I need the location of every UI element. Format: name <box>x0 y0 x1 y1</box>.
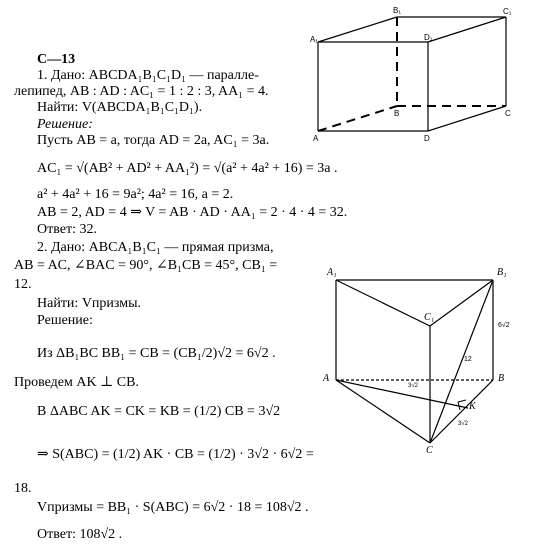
p1-given-line2: лепипед, AB : AD : AC₁ = 1 : 2 : 3, AA₁ = 4. <box>14 84 269 99</box>
p1-line-vol: AB = 2, AD = 4 ⇒ V = AB · AD · AA₁ = 2 · 4 · 4 = 32. <box>37 205 348 220</box>
fig2-label-a1: A₁ <box>327 267 337 278</box>
fig1-label-c: C <box>505 109 511 118</box>
p2-find: Найти: Vпризмы. <box>37 296 142 311</box>
p2-line-s: ⇒ S(ABC) = (1/2) AK · CB = (1/2) · 3√2 · 6√2 = <box>37 447 314 462</box>
p2-given-line2: AB = AC, ∠BAC = 90°, ∠B₁CB = 45°, CB₁ = <box>14 258 278 273</box>
p1-answer: Ответ: 32. <box>37 222 97 237</box>
fig1-label-d: D <box>424 134 430 143</box>
fig2-label-b1: B₁ <box>497 267 507 278</box>
p2-line-from: Из ΔB₁BC BB₁ = CB = (CB₁/2)√2 = 6√2 . <box>37 346 276 361</box>
p1-line-ac1: AC₁ = √(AB² + AD² + AA₁²) = √(a² + 4a² + 16) = 3a . <box>37 161 338 176</box>
fig2-label-c1: C₁ <box>424 312 435 323</box>
p2-line-draw: Проведем AK ⊥ CB. <box>14 375 139 390</box>
fig2-label-c: C <box>426 445 433 456</box>
fig2-label-a: A <box>323 373 330 384</box>
p2-given-line3: 12. <box>14 277 32 292</box>
fig1-label-b: B <box>394 109 400 118</box>
p2-line-v: Vпризмы = BB₁ · S(ABC) = 6√2 · 18 = 108√2 . <box>37 500 309 515</box>
p1-given-line1: 1. Дано: ABCDA₁B₁C₁D₁ — паралле- <box>37 68 259 83</box>
p2-line-in: В ΔABC AK = CK = KB = (1/2) CB = 3√2 <box>37 404 281 419</box>
fig1-label-c1: C₁ <box>503 7 512 16</box>
p2-answer: Ответ: 108√2 . <box>37 527 123 542</box>
fig2-mark-kb: 3√2 <box>458 421 468 427</box>
fig2-mark-ak: 3√2 <box>408 383 418 389</box>
fig1-label-b1: B₁ <box>393 6 402 15</box>
fig1-label-a1: A₁ <box>310 35 319 44</box>
p1-solution-label: Решение: <box>37 117 93 132</box>
p1-find: Найти: V(ABCDA₁B₁C₁D₁). <box>37 100 203 115</box>
fig2-mark-bb1: 6√2 <box>498 322 510 329</box>
p1-line-eq: a² + 4a² + 16 = 9a²; 4a² = 16, a = 2. <box>37 187 234 202</box>
p1-line-let: Пусть AB = a, тогда AD = 2a, AC₁ = 3a. <box>37 133 270 148</box>
fig1-label-a: A <box>313 134 319 143</box>
fig2-label-b: B <box>498 373 505 384</box>
fig2-label-k: K <box>469 401 476 412</box>
p2-solution-label: Решение: <box>37 313 93 328</box>
fig1-label-d1: D₁ <box>424 33 433 42</box>
p2-line-18: 18. <box>14 481 32 496</box>
p2-given-line1: 2. Дано: ABCA₁B₁C₁ — прямая призма, <box>37 240 274 255</box>
fig2-mark-cb1: 12 <box>464 356 472 363</box>
problem-id: C—13 <box>37 52 76 67</box>
